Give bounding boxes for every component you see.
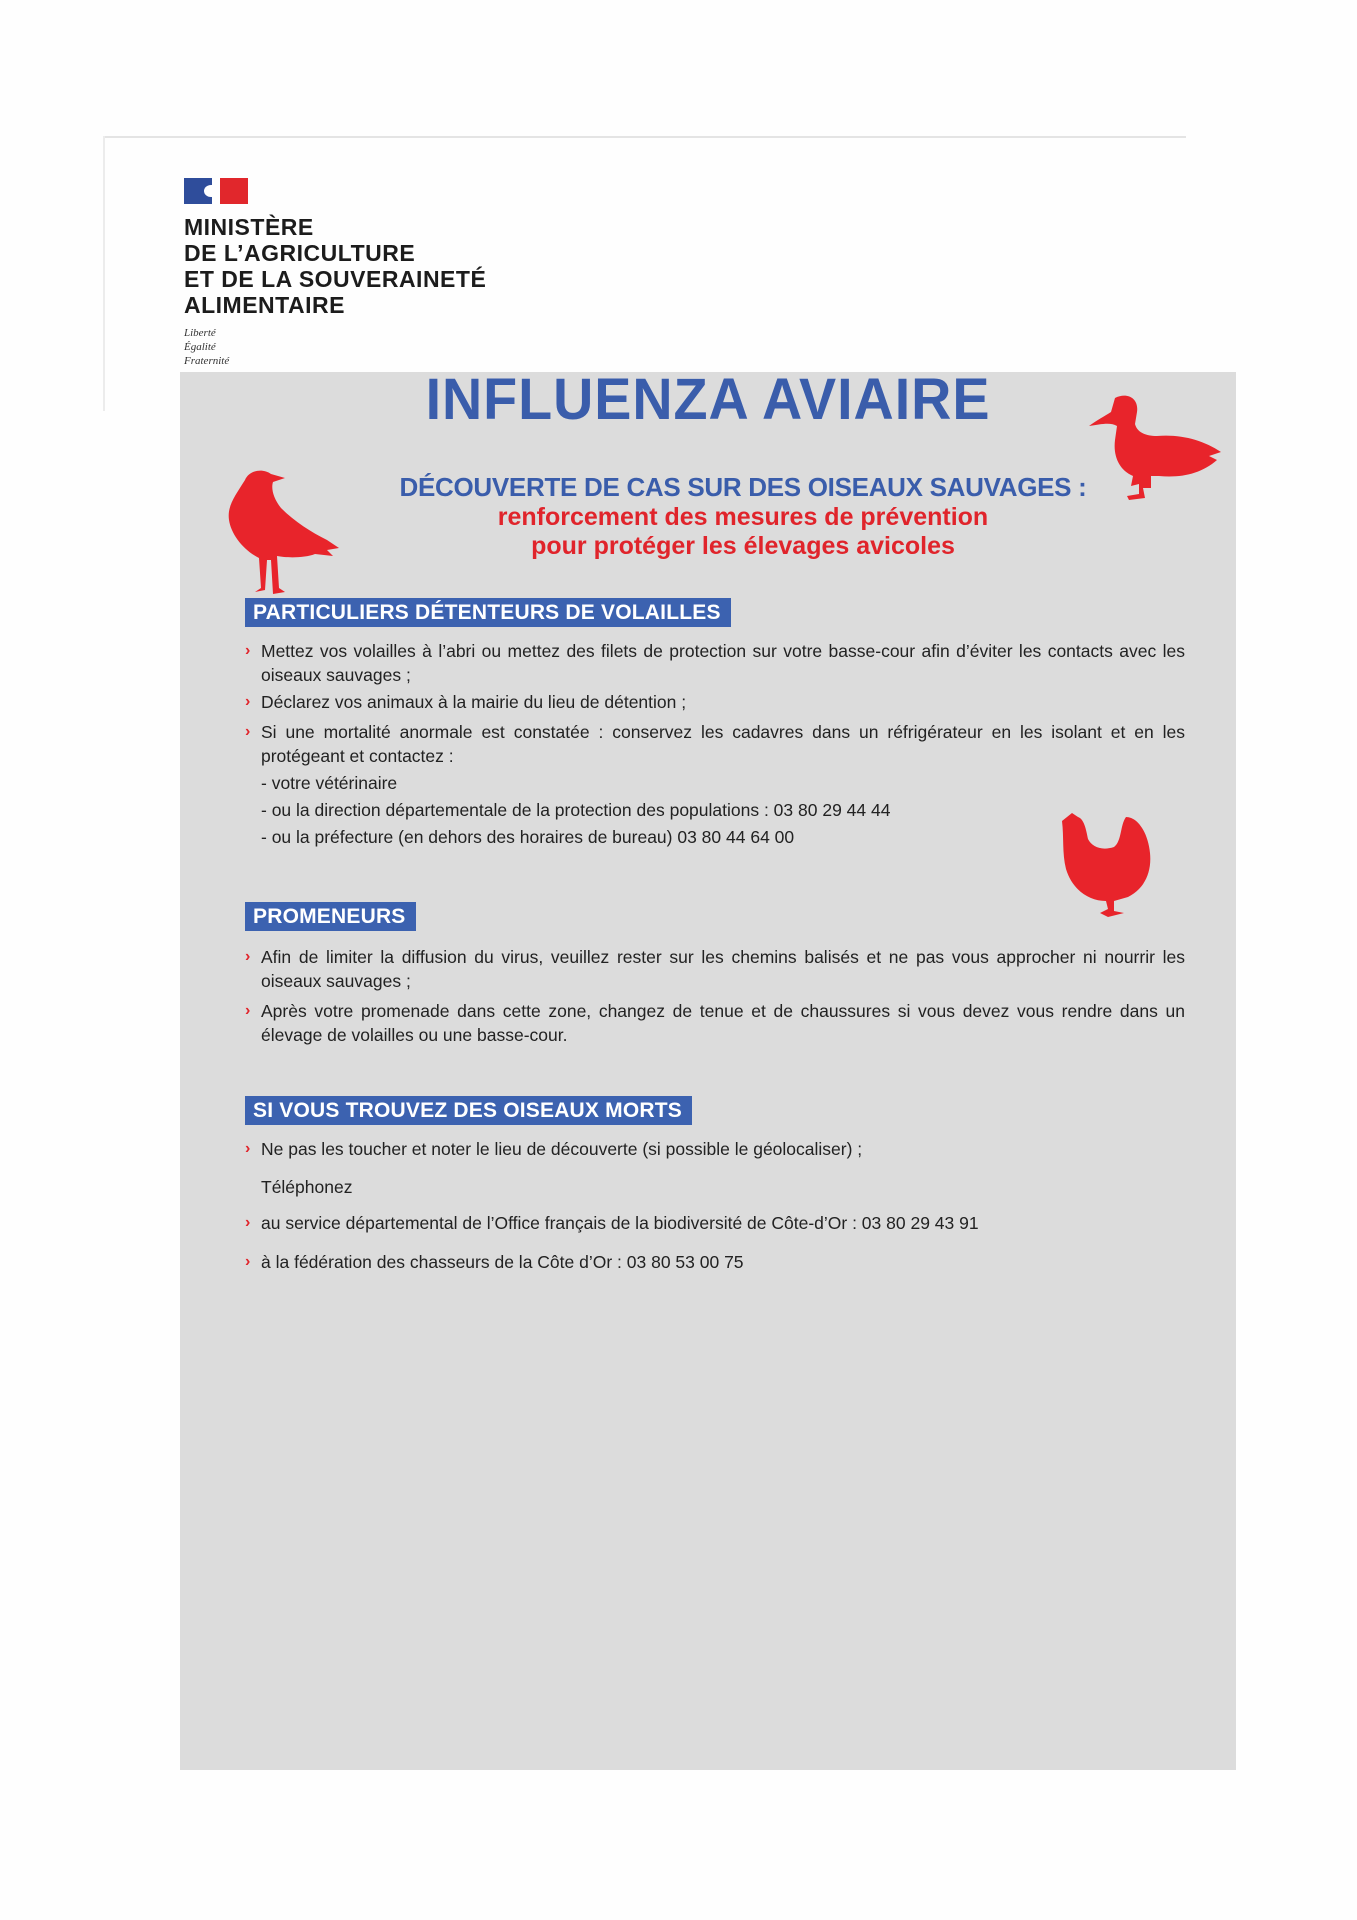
ministry-line: MINISTÈRE (184, 214, 314, 240)
ministry-logo (184, 178, 486, 368)
contact-item: - ou la direction départementale de la protection des populations : 03 80 29 44 44 (261, 800, 891, 820)
list-item: › Après votre promenade dans cette zone, changez de tenue et de chaussures si vous devez vous rendre dans un élevage de volailles ou une basse-cour. (245, 1001, 1185, 1045)
page-frame-top-border (103, 136, 1186, 138)
section-header: PROMENEURS (245, 902, 416, 931)
chevron-right-icon: › (245, 1140, 251, 1157)
chevron-right-icon: › (245, 693, 251, 710)
duck-icon (1085, 390, 1225, 505)
gull-icon (215, 462, 340, 602)
section-dead-birds (245, 1096, 1185, 1277)
chevron-right-icon: › (245, 1253, 251, 1270)
section-items (245, 639, 1185, 849)
republic-motto (184, 326, 486, 368)
poster-tagline: pour protéger les élevages avicoles (531, 532, 955, 560)
section-poultry-owners (245, 598, 1185, 852)
section-header: SI VOUS TROUVEZ DES OISEAUX MORTS (245, 1096, 692, 1125)
chevron-right-icon: › (245, 723, 251, 740)
ministry-name (184, 214, 486, 318)
chevron-right-icon: › (245, 1002, 251, 1019)
contact-item: - ou la préfecture (en dehors des horaires de bureau) 03 80 44 64 00 (261, 827, 795, 847)
motto-line: Égalité (184, 341, 216, 353)
poster-title: INFLUENZA AVIAIRE (425, 367, 991, 432)
phone-label: Téléphonez (261, 1177, 353, 1197)
poster-subtitle: DÉCOUVERTE DE CAS SUR DES OISEAUX SAUVAGES : (399, 472, 1087, 502)
list-item: › Mettez vos volailles à l’abri ou mettez des filets de protection sur votre basse-cour afin d’éviter les contacts avec les oiseaux sauvages ; (245, 641, 1185, 685)
chevron-right-icon: › (245, 1214, 251, 1231)
section-items (245, 945, 1185, 1047)
contact-item: - votre vétérinaire (261, 773, 398, 793)
list-item: › Afin de limiter la diffusion du virus, veuillez rester sur les chemins balisés et ne pas vous approcher ni nourrir les oiseaux sauvages ; (245, 947, 1185, 991)
ministry-line: DE L’AGRICULTURE (184, 240, 416, 266)
motto-line: Fraternité (184, 355, 230, 367)
list-item: › à la fédération des chasseurs de la Côte d’Or : 03 80 53 00 75 (245, 1252, 744, 1272)
page-frame-left-border (103, 136, 105, 411)
poster-tagline: renforcement des mesures de prévention (497, 503, 989, 531)
list-item: › Déclarez vos animaux à la mairie du lieu de détention ; (245, 692, 687, 712)
poster-panel (180, 367, 1236, 1770)
chevron-right-icon: › (245, 642, 251, 659)
section-walkers (245, 902, 1185, 1061)
section-items (245, 1137, 1185, 1274)
marianne-flag-icon (184, 178, 248, 204)
section-header: PARTICULIERS DÉTENTEURS DE VOLAILLES (245, 598, 731, 627)
ministry-line: ALIMENTAIRE (184, 292, 345, 318)
motto-line: Liberté (184, 327, 216, 339)
ministry-line: ET DE LA SOUVERAINETÉ (184, 266, 487, 292)
chevron-right-icon: › (245, 948, 251, 965)
list-item: › Ne pas les toucher et noter le lieu de découverte (si possible le géolocaliser) ; (245, 1139, 863, 1159)
list-item: › Si une mortalité anormale est constatée : conservez les cadavres dans un réfrigérateur en les isolant et en les protégeant et contactez : (245, 722, 1185, 766)
list-item: › au service départemental de l’Office français de la biodiversité de Côte-d’Or : 03 80 29 43 91 (245, 1213, 979, 1233)
